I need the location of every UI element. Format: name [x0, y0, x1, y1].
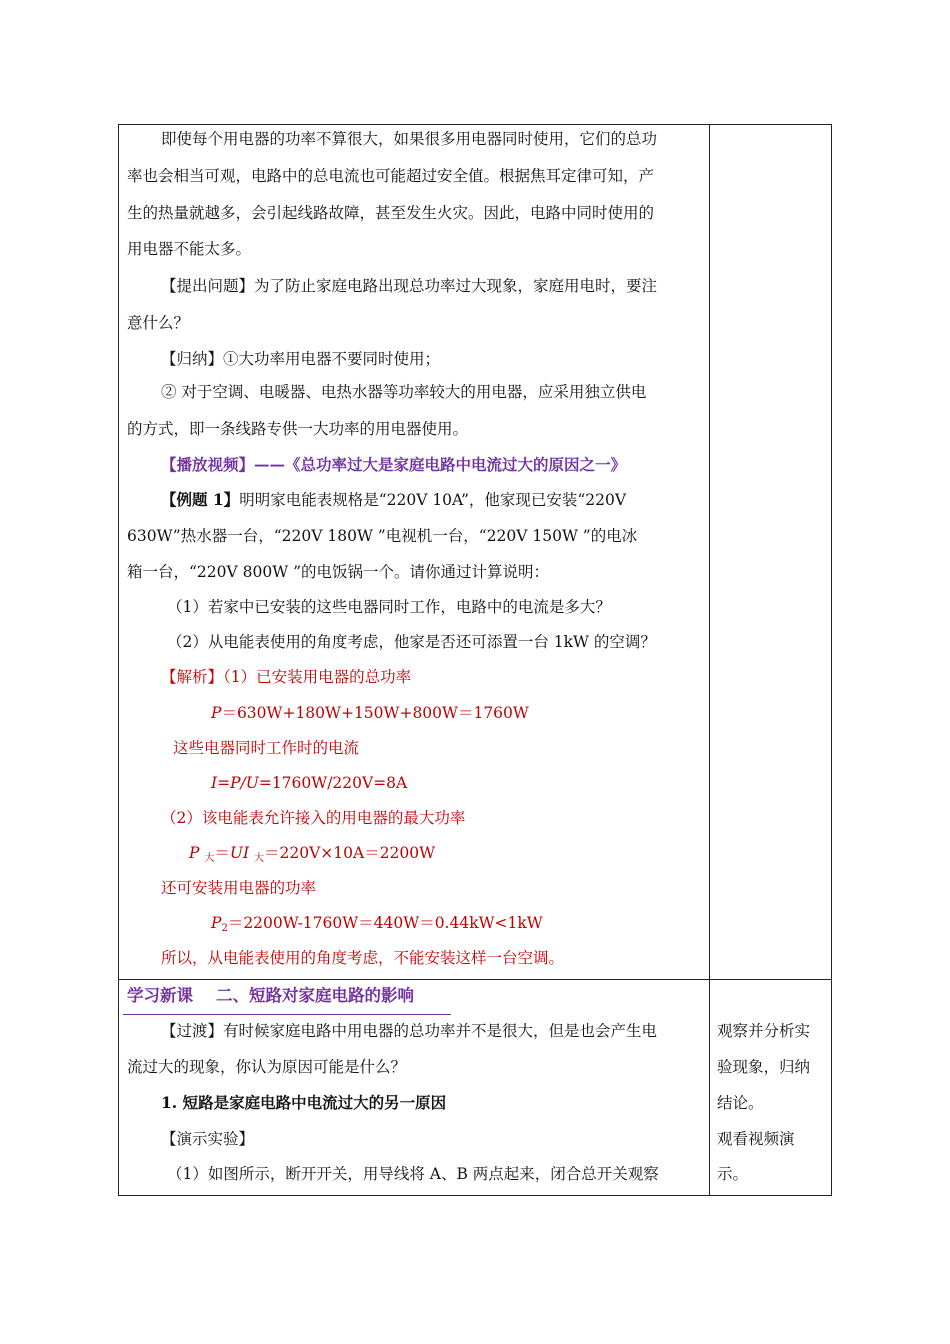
side-note: 观察并分析实 — [717, 1022, 811, 1040]
example-label: 【例题 1】 — [161, 490, 240, 509]
lesson-table — [118, 124, 832, 1196]
current-text: 这些电器同时工作时的电流 — [173, 739, 360, 757]
paragraph-line: 用电器不能太多。 — [127, 240, 252, 258]
point-heading: 1. 短路是家庭电路中电流过大的另一原因 — [161, 1093, 447, 1112]
side-note: 观看视频演 — [717, 1130, 795, 1148]
table-row-example — [119, 125, 831, 980]
conclusion: 所以，从电能表使用的角度考虑，不能安装这样一台空调。 — [161, 949, 565, 967]
column-divider — [709, 980, 710, 1195]
side-note: 结论。 — [717, 1094, 764, 1112]
max-power-text: （2）该电能表允许接入的用电器的最大功率 — [161, 809, 466, 827]
analysis-line — [161, 667, 411, 687]
side-note: 验现象，归纳 — [717, 1058, 811, 1076]
example-line: 箱一台，“220V 800W ”的电饭锅一个。请你通过计算说明： — [127, 563, 549, 581]
demo-label: 【演示实验】 — [161, 1130, 255, 1148]
question-1: （1）若家中已安装的这些电器同时工作，电路中的电流是多大？ — [167, 598, 611, 616]
paragraph-line: 率也会相当可观，电路中的总电流也可能超过安全值。根据焦耳定律可知，产 — [127, 167, 655, 185]
question-line: 【提出问题】为了防止家庭电路出现总功率过大现象，家庭用电时，要注 — [161, 277, 658, 295]
table-row-short-circuit — [119, 980, 831, 1195]
equation-max-power: P $_大$＝UI $_大$＝220V×10A＝2200W — [189, 844, 436, 864]
transition-line: 【过渡】有时候家庭电路中用电器的总功率并不是很大，但是也会产生电 — [161, 1022, 658, 1040]
paragraph-line: 即使每个用电器的功率不算很大，如果很多用电器同时使用，它们的总功 — [161, 130, 658, 148]
section-heading: 学习新课 二、短路对家庭电路的影响 — [127, 986, 414, 1005]
question-line: 意什么？ — [127, 314, 190, 332]
remaining-text: 还可安装用电器的功率 — [161, 879, 317, 897]
question-2: （2）从电能表使用的角度考虑，他家是否还可添置一台 1kW 的空调？ — [167, 633, 656, 651]
analysis-label: 【解析】 — [161, 668, 224, 686]
heading-underline — [123, 1014, 451, 1015]
summary-line: 的方式，即一条线路专供一大功率的用电器使用。 — [127, 420, 469, 438]
equation-total-power: P＝630W+180W+150W+800W＝1760W — [211, 704, 529, 722]
equation-current: I=P/U=1760W/220V=8A — [211, 774, 408, 792]
demo-step: （1）如图所示，断开开关，用导线将 A、B 两点起来，闭合总开关观察 — [167, 1165, 659, 1183]
summary-line: ② 对于空调、电暖器、电热水器等功率较大的用电器，应采用独立供电 — [161, 383, 647, 401]
paragraph-line: 生的热量就越多，会引起线路故障，甚至发生火灾。因此，电路中同时使用的 — [127, 204, 655, 222]
video-title: 【播放视频】——《总功率过大是家庭电路中电流过大的原因之一》 — [161, 455, 627, 474]
analysis-step: （1）已安装用电器的总功率 — [223, 668, 412, 686]
column-divider — [709, 125, 710, 979]
example-line — [161, 490, 626, 510]
summary-line: 【归纳】①大功率用电器不要同时使用； — [161, 350, 441, 368]
side-note: 示。 — [717, 1165, 749, 1183]
equation-remaining: $P_2=2200W-1760W=440W=0.44kW<1kW$ — [211, 914, 543, 934]
example-line: 630W”热水器一台，“220V 180W ”电视机一台，“220V 150W ”的电冰 — [127, 527, 638, 545]
transition-line: 流过大的现象，你认为原因可能是什么？ — [127, 1058, 407, 1076]
example-text: 明明家电能表规格是“220V 10A”，他家现已安装“220V — [239, 491, 627, 509]
